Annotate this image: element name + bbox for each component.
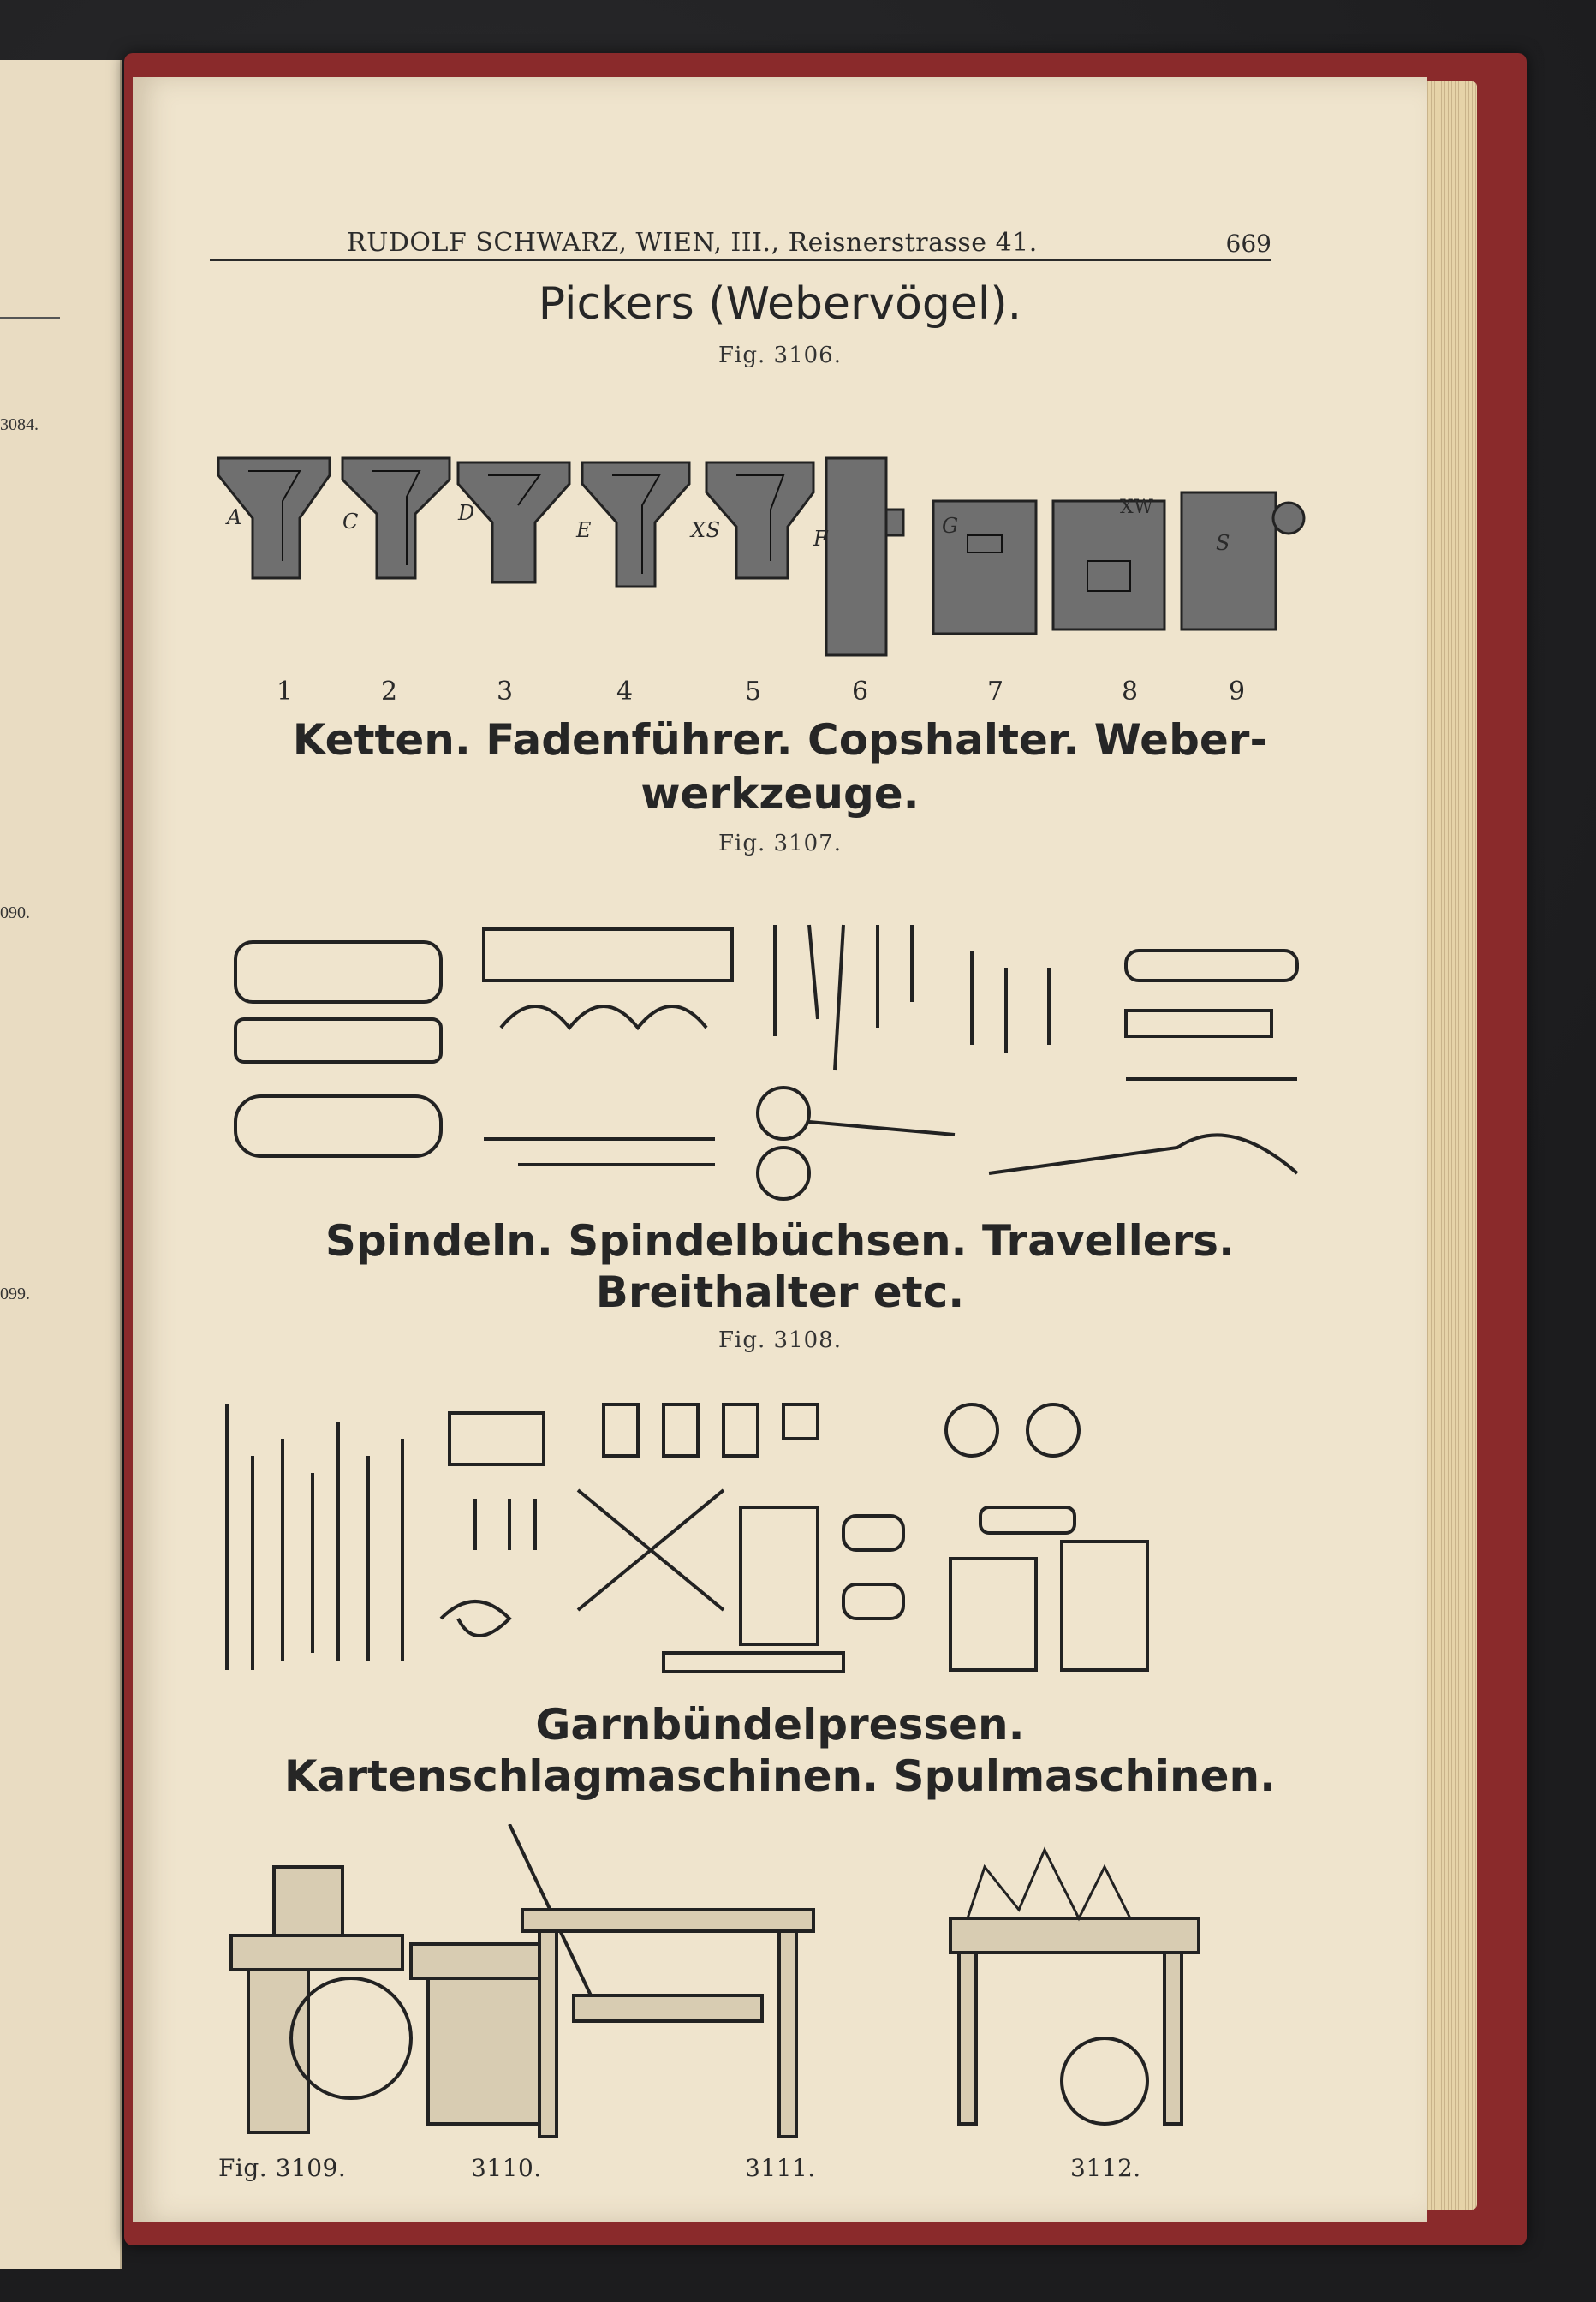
section-title-pickers: Pickers (Webervögel). (538, 278, 1022, 330)
fig-caption-3110: 3110. (471, 2154, 542, 2182)
picker-letter: XS (691, 518, 721, 542)
catalog-page (133, 77, 1427, 2222)
picker-number: 3 (497, 677, 514, 707)
fig-caption-3112: 3112. (1070, 2154, 1141, 2182)
left-page-rule (0, 317, 60, 319)
picker-letter: XW (1120, 497, 1154, 518)
section-title-kartenschlag: Kartenschlagmaschinen. Spulmaschinen. (283, 1751, 1277, 1801)
picker-letter: A (227, 505, 242, 529)
picker-number: 9 (1229, 677, 1246, 707)
picker-number: 8 (1122, 677, 1139, 707)
fig-caption-3111: 3111. (745, 2154, 816, 2182)
left-page-fragment: 099. (0, 1285, 30, 1303)
publisher-line: RUDOLF SCHWARZ, WIEN, III., Reisnerstrasse 41. (347, 228, 1038, 258)
picker-number: 7 (987, 677, 1004, 707)
left-page-edge (0, 60, 122, 2269)
picker-letter: F (813, 527, 829, 551)
section-title-spindeln: Spindeln. Spindelbüchsen. Travellers. (325, 1216, 1236, 1266)
page-edges (1421, 81, 1477, 2210)
pickers-illustration (214, 407, 1319, 664)
left-page-fragment: 090. (0, 904, 30, 922)
section-title-garnbuendelpressen: Garnbündelpressen. (535, 1700, 1025, 1750)
running-header (210, 223, 1271, 261)
picker-number: 4 (616, 677, 634, 707)
left-page-fragment: 3084. (0, 415, 39, 434)
fig-label-3108: Fig. 3108. (718, 1327, 842, 1353)
section-title-ketten-line2: werkzeuge. (640, 769, 920, 819)
section-title-spindeln-line2: Breithalter etc. (595, 1267, 965, 1317)
picker-number: 6 (852, 677, 869, 707)
spindles-illustration (218, 1387, 1331, 1679)
picker-letter: C (342, 510, 359, 534)
picker-numbers (133, 677, 1427, 711)
picker-letter: E (576, 518, 593, 542)
picker-letter: D (458, 501, 475, 525)
chains-tools-illustration (227, 899, 1331, 1208)
picker-letter: S (1216, 531, 1230, 555)
picker-number: 1 (277, 677, 294, 707)
picker-letter: G (942, 514, 959, 538)
picker-number: 2 (381, 677, 398, 707)
section-title-ketten: Ketten. Fadenführer. Copshalter. Weber- (292, 715, 1268, 765)
fig-caption-3109: Fig. 3109. (218, 2154, 347, 2182)
machines-illustration (214, 1824, 1336, 2150)
fig-label-3106: Fig. 3106. (718, 343, 842, 368)
fig-label-3107: Fig. 3107. (718, 831, 842, 856)
page-number: 669 (1225, 230, 1271, 258)
picker-number: 5 (745, 677, 762, 707)
